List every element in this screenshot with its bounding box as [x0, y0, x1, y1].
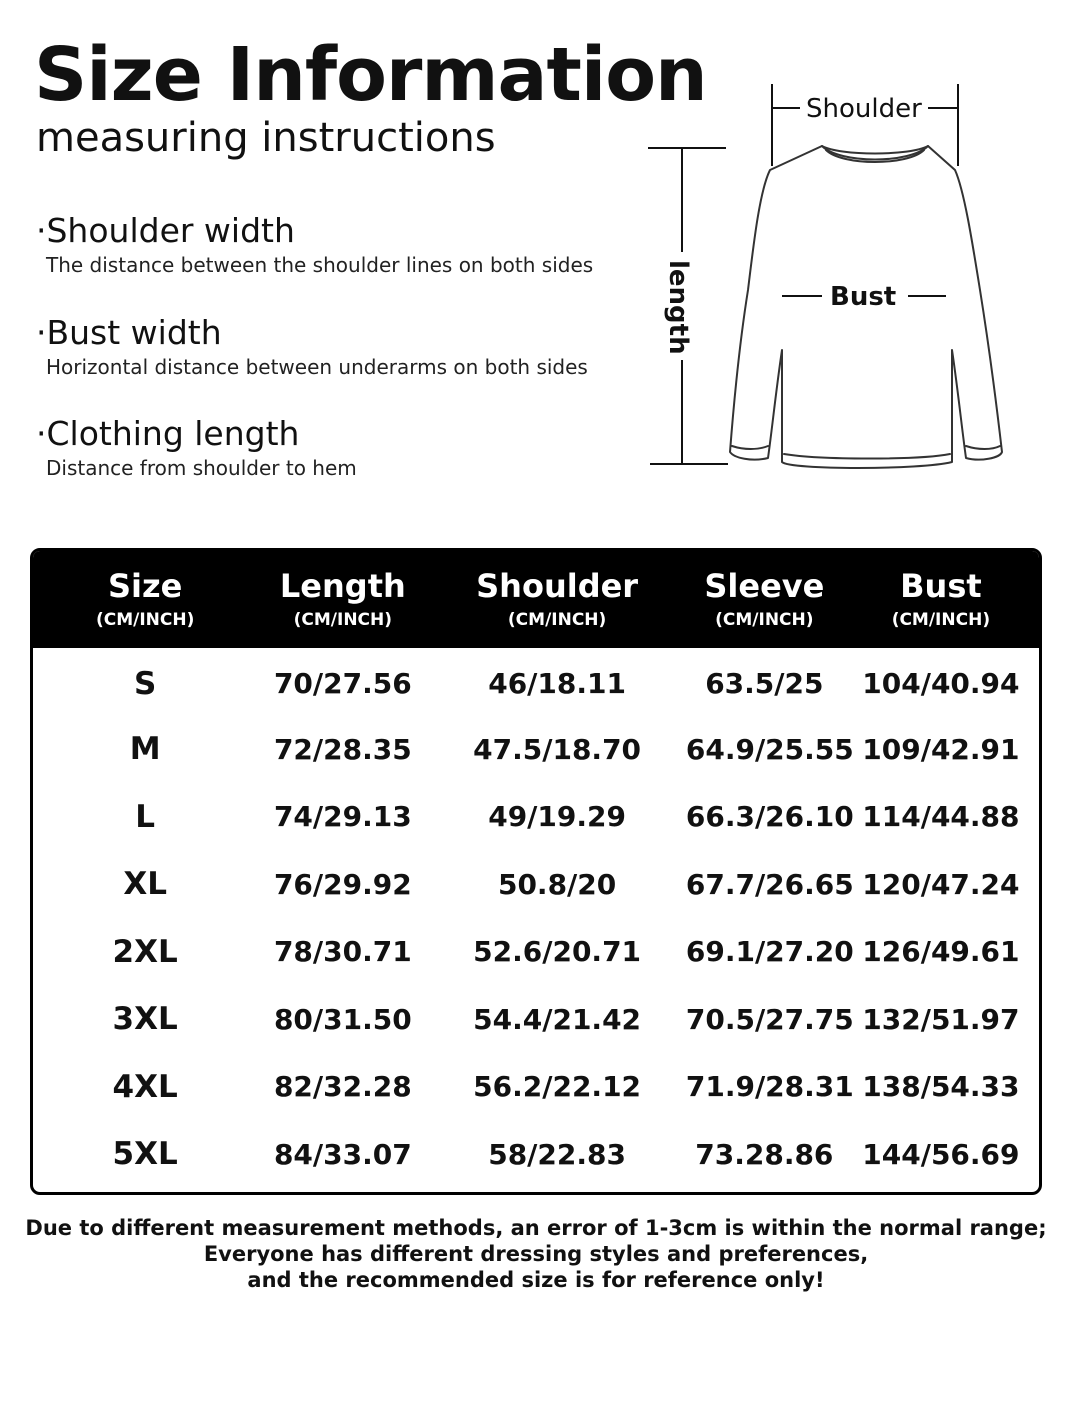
bust-cell: 114/44.88 [862, 800, 1020, 834]
instruction-heading: ·Clothing length [36, 414, 300, 453]
size-cell: M [129, 731, 161, 768]
table-row [33, 986, 1039, 1054]
size-cell: 3XL [112, 1001, 178, 1038]
sleeve-cell: 63.5/25 [705, 667, 824, 701]
sleeve-cell: 69.1/27.20 [685, 935, 854, 969]
bust-cell: 144/56.69 [862, 1137, 1020, 1171]
length-cell: 82/32.28 [273, 1070, 412, 1104]
shoulder-cell: 52.6/20.71 [473, 935, 642, 969]
page-title: Size Information [34, 32, 707, 118]
size-table [33, 551, 1039, 1188]
shoulder-cell: 49/19.29 [488, 800, 626, 834]
bust-cell: 132/51.97 [862, 1002, 1020, 1036]
size-cell: L [135, 798, 156, 835]
size-chart-table [30, 548, 1042, 1195]
shoulder-cell: 54.4/21.42 [473, 1002, 642, 1036]
shoulder-cell: 58/22.83 [488, 1137, 626, 1171]
length-cell: 80/31.50 [273, 1002, 412, 1036]
bust-cell: 126/49.61 [862, 935, 1020, 969]
bust-cell: 109/42.91 [862, 732, 1020, 766]
shoulder-cell: 50.8/20 [497, 867, 617, 901]
column-header-sleeve: Sleeve (CM/INCH) [704, 566, 825, 631]
size-cell: S [134, 665, 157, 702]
length-cell: 76/29.92 [273, 867, 412, 901]
bust-cell: 138/54.33 [862, 1070, 1020, 1104]
size-cell: 4XL [112, 1068, 178, 1105]
sleeve-cell: 64.9/25.55 [685, 732, 854, 766]
sleeve-cell: 71.9/28.31 [685, 1070, 854, 1104]
sleeve-cell: 73.28.86 [695, 1137, 834, 1171]
instruction-bust-width [36, 313, 636, 379]
column-header-shoulder: Shoulder (CM/INCH) [476, 566, 639, 631]
bust-label: Bust [830, 282, 897, 312]
length-cell: 78/30.71 [273, 935, 412, 969]
table-row [33, 851, 1039, 919]
column-header-bust: Bust (CM/INCH) [891, 566, 991, 631]
disclaimer-note [0, 1215, 1072, 1293]
length-cell: 74/29.13 [273, 800, 412, 834]
length-cell: 72/28.35 [273, 732, 412, 766]
disclaimer-line: Due to different measurement methods, an error of 1-3cm is within the normal range; [25, 1216, 1047, 1240]
instruction-shoulder-width [36, 211, 636, 277]
table-header-row [33, 551, 1039, 648]
table-row [33, 783, 1039, 851]
length-cell: 84/33.07 [273, 1137, 412, 1171]
bust-cell: 120/47.24 [862, 867, 1020, 901]
length-label: length [663, 260, 693, 355]
instruction-heading: ·Shoulder width [36, 211, 295, 250]
instruction-heading: ·Bust width [36, 313, 222, 352]
sleeve-cell: 66.3/26.10 [685, 800, 854, 834]
column-header-size: Size (CM/INCH) [95, 566, 195, 631]
shoulder-cell: 56.2/22.12 [473, 1070, 642, 1104]
shoulder-label: Shoulder [806, 94, 922, 124]
size-cell: 2XL [112, 933, 178, 970]
instruction-description: The distance between the shoulder lines on both sides [46, 253, 594, 277]
column-header-length: Length (CM/INCH) [279, 566, 406, 631]
disclaimer-line: Everyone has different dressing styles and preferences, [203, 1242, 869, 1266]
sleeve-cell: 70.5/27.75 [685, 1002, 854, 1036]
size-cell: XL [123, 866, 167, 903]
bust-cell: 104/40.94 [862, 667, 1020, 701]
table-row [33, 1121, 1039, 1189]
disclaimer-line: and the recommended size is for reference only! [247, 1268, 825, 1292]
instruction-description: Distance from shoulder to hem [46, 456, 357, 480]
table-row [33, 918, 1039, 986]
instruction-clothing-length [36, 414, 636, 480]
shoulder-cell: 47.5/18.70 [473, 732, 642, 766]
table-row [33, 648, 1039, 716]
shirt-measurement-diagram [640, 70, 1020, 480]
sleeve-cell: 67.7/26.65 [685, 867, 854, 901]
table-row [33, 716, 1039, 784]
size-cell: 5XL [112, 1136, 178, 1173]
page-subtitle: measuring instructions [36, 115, 496, 161]
shoulder-cell: 46/18.11 [488, 667, 626, 701]
length-cell: 70/27.56 [273, 667, 412, 701]
instruction-description: Horizontal distance between underarms on both sides [46, 355, 588, 379]
table-row [33, 1053, 1039, 1121]
